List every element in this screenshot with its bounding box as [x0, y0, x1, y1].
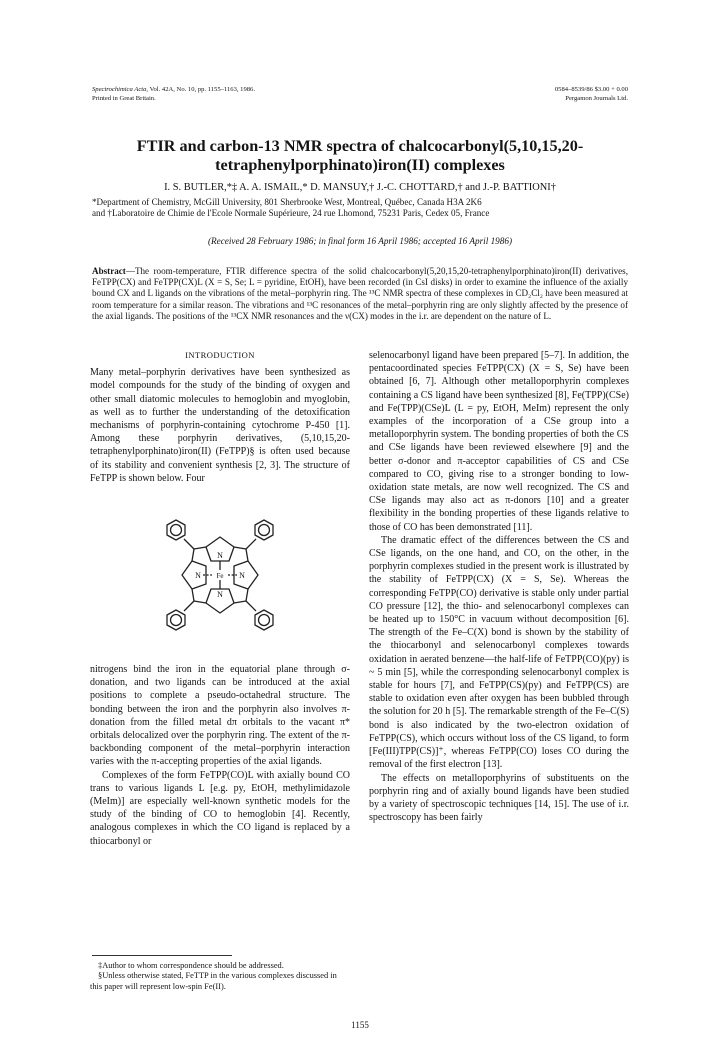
abstract-label: Abstract	[92, 266, 126, 276]
author-list: I. S. BUTLER,*‡ A. A. ISMAIL,* D. MANSUY,† J.-C. CHOTTARD,† and J.-P. BATTIONI†	[164, 182, 556, 193]
publisher-name: Pergamon Journals Ltd.	[565, 94, 628, 102]
iron-atom-label: Fe	[216, 572, 224, 581]
left-column	[90, 349, 350, 848]
received-dates: (Received 28 February 1986; in final form 16 April 1986; accepted 16 April 1986)	[207, 236, 513, 246]
journal-citation: Vol. 42A, No. 10, pp. 1155–1163, 1986.	[149, 86, 256, 93]
right-column	[369, 349, 629, 824]
right-paragraph-2: The dramatic effect of the differences between the CS and CSe ligands, on the one hand, and CO, on the other, in the porphyrin complexes studied in the present work is illustrated by the stability of FeTPP(CX) (X = S, Se). Whereas the corresponding FeTPP(CO) derivative is stable only under partial CO pressure [12], the thio- and selenocarbonyl complexes can be heated up to 150°C in vacuum without decomposition [6]. The strength of the Fe–C(X) bond is shown by the stability of the thiocarbonyl and selenocarbonyl complexes towards oxidation in aerated benzene—the half-life of FeTPP(CO)(py) is ~ 5 min [5], while the corresponding selenocarbonyl complex is stable for hours [7], and FeTPP(CS)(py) and FeTPP(CS) are stable to oxidation even after oxygen has been bubbled through the solution for 20 h [5]. The remarkable strength of the Fe–C(S) bond is also indicated by the two-electron oxidation of FeTPP(CS), which occurs without loss of the CS ligand, to form [Fe(III)TPP(CS)]⁺, whereas FeTPP(CO) loses CO during the removal of the first electron [13].	[369, 534, 629, 771]
affiliations	[92, 197, 628, 219]
affiliation-2: and †Laboratoire de Chimie de l'Ecole Normale Supérieure, 24 rue Lhomond, 75231 Paris, Cedex 05, France	[92, 208, 490, 218]
intro-paragraph-3: Complexes of the form FeTPP(CO)L with axially bound CO trans to various ligands L [e.g. py, EtOH, methylimidazole (MeIm)] are especially well-known synthetic models for the study of the binding of CO to hemoglobin [4]. Recently, analogous complexes in which the CO ligand is replaced by a thiocarbonyl or	[90, 769, 350, 847]
journal-name: Spectrochimica Acta,	[92, 86, 149, 93]
footnote-divider	[92, 955, 232, 956]
intro-paragraph-2: nitrogens bind the iron in the equatorial plane through σ-donation, and two ligands can be introduced at the axial positions to complete a pseudo-octahedral structure. The bonding between the iron and the porphyrin also involves π-donation from the filled metal dπ orbitals to the vacant π* orbitals delocalized over the porphyrin ring. The extent of the π-backbonding component of the metal–porphyrin interaction varies with the π-accepting properties of the axial ligands.	[90, 664, 350, 768]
publisher-header	[555, 86, 628, 103]
abstract	[92, 266, 628, 322]
issn-code: 0584–8539/86 $3.00 + 0.00	[554, 86, 628, 93]
paper-title	[92, 137, 628, 175]
footnote-correspondence: ‡Author to whom correspondence should be addressed.	[98, 961, 284, 970]
title-line-2: tetraphenylporphinato)iron(II) complexes	[215, 156, 505, 174]
footnotes	[90, 961, 350, 992]
title-line-1: FTIR and carbon-13 NMR spectra of chalcocarbonyl(5,10,15,20-	[136, 137, 584, 155]
footnote-low-spin: §Unless otherwise stated, FeTTP in the various complexes discussed in this paper will represent low-spin Fe(II).	[90, 971, 337, 991]
nitrogen-left-label: N	[195, 571, 201, 581]
right-paragraph-1: selenocarbonyl ligand have been prepared [5–7]. In addition, the pentacoordinated species FeTPP(CX) (X = S, Se) have been obtained [6, 7]. Although other metalloporphyrin complexes containing a CS ligand have been synthesized [8], Fe(TPP)(CSe) and Fe(TPP)(CSe)L (L = py, EtOH, MeIm) represent the only examples of the incorporation of a CSe group into a metalloporphyrin system. The bonding properties of both the CS and CSe ligands have been reviewed elsewhere [9] and the better σ-donor and π-acceptor capabilities of CS and CSe compared to CO, giving rise to a stronger bonding to low-oxidation state metals, are now well recognized. The CS and CSe ligands may also act as π-donors [10] and a greater flexibility in the bonding properties of these ligands relative to those of CO has been demonstrated [11].	[369, 350, 629, 533]
journal-header	[92, 86, 255, 103]
nitrogen-top-label: N	[217, 551, 223, 561]
nitrogen-right-label: N	[239, 571, 245, 581]
printed-note: Printed in Great Britain.	[92, 94, 156, 102]
section-heading-introduction: INTRODUCTION	[185, 350, 255, 360]
right-paragraph-3: The effects on metalloporphyrins of substituents on the porphyrin ring and of axially bound ligands have been studied by a variety of spectroscopic techniques [14, 15]. The use of i.r. spectroscopy has been fairly	[369, 772, 629, 824]
affiliation-1: *Department of Chemistry, McGill University, 801 Sherbrooke West, Montreal, Québec, Canada H3A 2K6	[92, 197, 482, 207]
nitrogen-bottom-label: N	[217, 590, 223, 600]
intro-paragraph-1: Many metal–porphyrin derivatives have been synthesized as model compounds for the study of the binding of oxygen and other small diatomic molecules to hemoglobin and myoglobin, as well as to further the understanding of the detoxification mechanisms of porphyrin-containing cytochrome P-450 [1]. Among these porphyrin derivatives, (5,10,15,20-tetraphenylporphinato)iron(II) (FeTPP)§ is often used because of its stability and convenient synthesis [2, 3]. The structure of FeTPP is shown below. Four	[90, 367, 350, 484]
abstract-text: —The room-temperature, FTIR difference spectra of the solid chalcocarbonyl(5,20,15,20-tetraphenylporphinato)iron(II) derivatives, FeTPP(CX) and FeTPP(CX)L (X = S, Se; L = pyridine, EtOH), have been recorded (in CsI disks) in order to examine the influence of the axially bound CX and L ligands on the vibrations of the metal–porphyrin ring. The ¹³C NMR spectra of these complexes in CD₂Cl₂ have been measured at room temperature for a similar reason. The vibrations and ¹³C resonances of the metal–porphyrin ring are only slightly affected by the presence of the axial ligands. The positions of the ¹³CX NMR resonances and the ν(CX) modes in the i.r. are dependent on the nature of L.	[92, 266, 628, 321]
fetpp-structure-diagram	[140, 495, 300, 655]
page-number: 1155	[351, 1020, 369, 1030]
